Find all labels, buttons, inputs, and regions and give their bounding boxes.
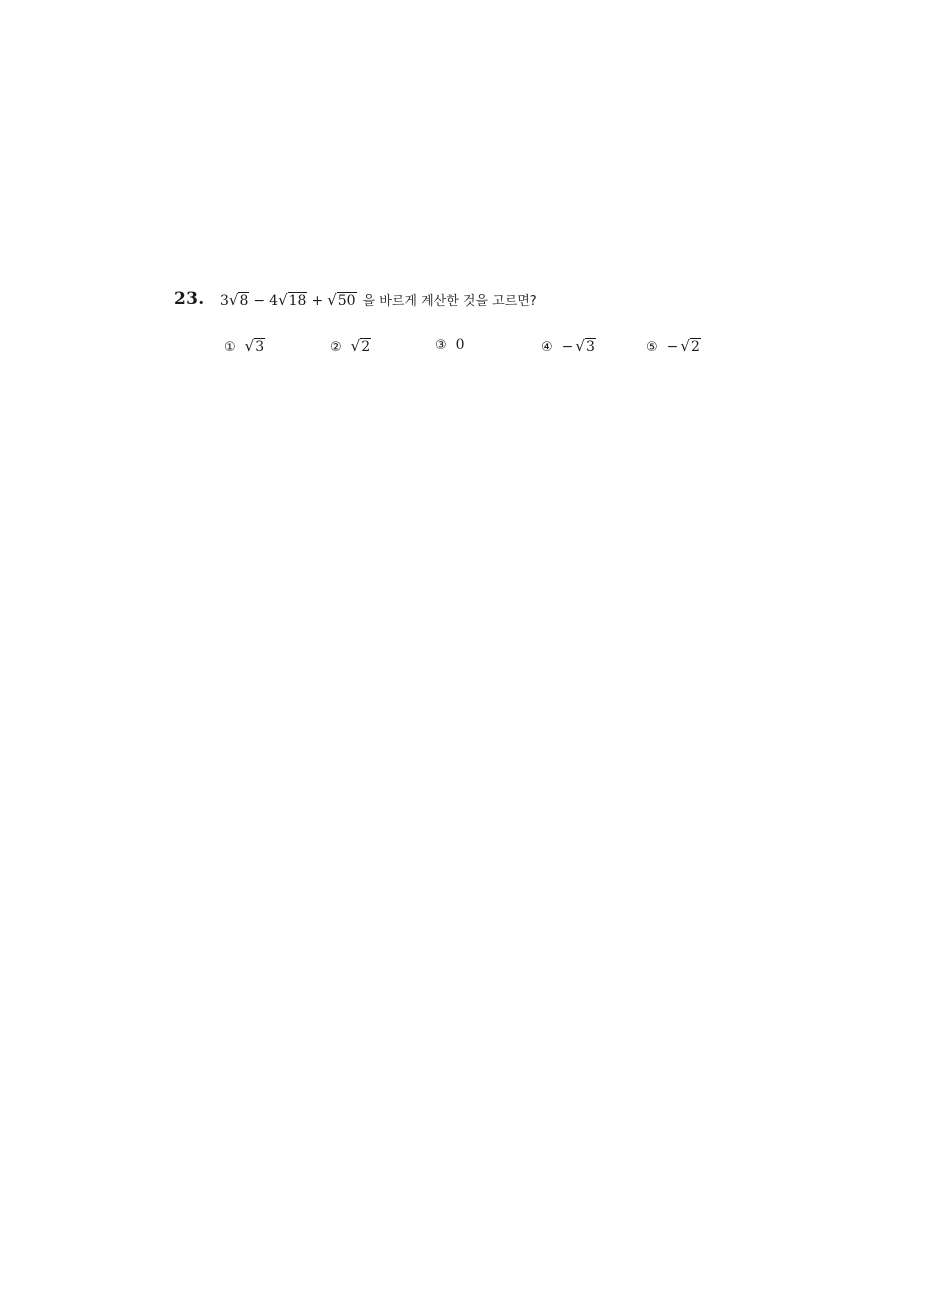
choice-marker: ② [330,340,342,355]
sqrt-sign: √ [350,337,361,355]
choice-value: 0 [455,337,465,353]
term2-radicand: 18 [288,293,307,309]
choice-radicand: 3 [255,339,265,355]
sqrt-sign: √ [327,291,337,309]
choice-marker: ④ [541,340,553,355]
negative-sign: − [561,339,574,355]
sqrt-sign: √ [680,337,690,355]
sqrt-sign: √ [575,337,585,355]
negative-sign: − [666,339,679,355]
term1-coefficient: 3 [220,293,229,309]
choice-radicand: 3 [585,339,595,355]
choice-marker: ⑤ [646,340,658,355]
choice-3[interactable] [435,337,465,353]
term3-radicand: 50 [337,293,356,309]
sqrt-sign: √ [278,291,288,309]
sqrt-sign: √ [244,337,255,355]
question-expression [220,290,537,309]
choice-marker: ③ [435,338,447,353]
answer-choices [224,337,784,361]
choice-2[interactable] [330,337,371,355]
question-stem [174,288,794,312]
term1-radicand: 8 [239,293,249,309]
choice-radicand: 2 [690,339,700,355]
choice-radicand: 2 [361,339,371,355]
minus-operator: − [253,293,266,309]
plus-operator: + [311,293,324,309]
choice-marker: ① [224,340,236,355]
question-text: 을 바르게 계산한 것을 고르면? [362,294,537,309]
question-number: 23. [174,289,205,309]
choice-4[interactable] [541,337,596,355]
term2-coefficient: 4 [269,293,279,309]
choice-5[interactable] [646,337,701,355]
sqrt-sign: √ [228,291,239,309]
choice-1[interactable] [224,337,265,355]
problem-23 [174,288,794,355]
